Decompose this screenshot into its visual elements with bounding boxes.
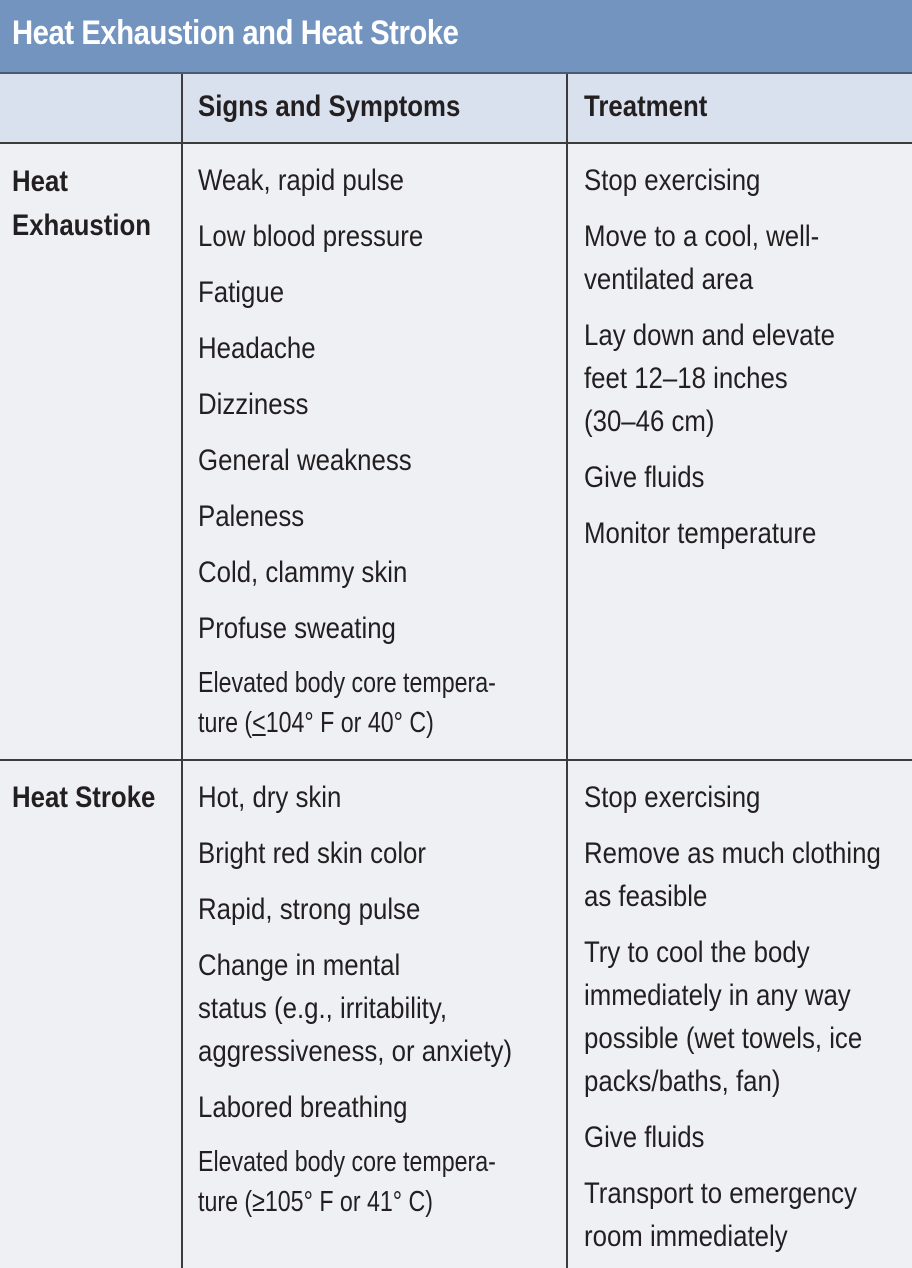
temp-prefix: ture (: [198, 707, 253, 739]
list-item: [584, 159, 864, 202]
list-item-line: (30–46 cm): [584, 405, 715, 438]
table-title: Heat Exhaustion and Heat Stroke: [12, 14, 459, 52]
list-item: [198, 1086, 513, 1129]
list-item-line: Try to cool the body: [584, 936, 810, 969]
list-item-line: Paleness: [198, 500, 305, 533]
row-divider: [0, 759, 912, 761]
list-item-line: Weak, rapid pulse: [198, 164, 405, 197]
list-item: [198, 551, 513, 594]
list-item: [198, 832, 513, 875]
list-item-line: Give fluids: [584, 1121, 705, 1154]
list-item-line: packs/baths, fan): [584, 1065, 781, 1098]
list-item: [584, 832, 881, 918]
list-item-line: immediately in any way: [584, 979, 851, 1012]
list-item-line: Low blood pressure: [198, 220, 424, 253]
list-item-line: Lay down and elevate: [584, 319, 836, 352]
row-label-heat-stroke: Heat Stroke: [12, 781, 156, 814]
treatment-cell-heat-exhaustion: [584, 159, 910, 568]
list-item: [584, 1172, 864, 1258]
temp-value: 104° F or 40° C): [265, 707, 434, 739]
list-item-line: ventilated area: [584, 263, 754, 296]
row-label-line: Exhaustion: [12, 209, 152, 242]
list-item: [584, 1116, 864, 1159]
treatment-cell-heat-stroke: [584, 776, 910, 1268]
list-item-line: Elevated body core tempera-: [198, 1146, 496, 1178]
list-item-line: Dizziness: [198, 388, 309, 421]
list-item: [584, 776, 864, 819]
list-item: [584, 931, 864, 1103]
list-item: [198, 944, 513, 1073]
list-item-line: Transport to emergency: [584, 1177, 857, 1210]
list-item-line: feet 12–18 inches: [584, 362, 788, 395]
list-item: [198, 607, 513, 650]
list-item: [198, 383, 513, 426]
list-item-line: ture (≥105° F or 41° C): [198, 1186, 434, 1218]
list-item-line: Hot, dry skin: [198, 781, 342, 814]
column-divider: [181, 74, 183, 1268]
row-label-line: Heat: [12, 165, 68, 198]
table-title-bar: [0, 0, 912, 74]
list-item: [584, 456, 864, 499]
list-item: [198, 888, 513, 931]
signs-cell-heat-stroke: [198, 776, 564, 1235]
row-label-heat-exhaustion: [12, 160, 151, 248]
list-item-line: Profuse sweating: [198, 612, 396, 645]
list-item-line: Stop exercising: [584, 164, 761, 197]
list-item-line: Remove as much clothing: [584, 837, 881, 870]
header-treatment: Treatment: [584, 90, 708, 123]
header-signs-and-symptoms: Signs and Symptoms: [198, 90, 461, 123]
list-item: [198, 159, 513, 202]
list-item-line: Fatigue: [198, 276, 285, 309]
list-item: [198, 439, 513, 482]
list-item-line: aggressiveness, or anxiety): [198, 1035, 513, 1068]
list-item-line: Rapid, strong pulse: [198, 893, 421, 926]
list-item: [198, 495, 513, 538]
list-item-line: General weakness: [198, 444, 412, 477]
list-item-line: Labored breathing: [198, 1091, 408, 1124]
list-item: [198, 776, 513, 819]
list-item-line: Cold, clammy skin: [198, 556, 408, 589]
list-item: [198, 327, 513, 370]
list-item-line: Move to a cool, well-: [584, 220, 820, 253]
list-item-line: Elevated body core tempera-: [198, 667, 496, 699]
list-item-line: possible (wet towels, ice: [584, 1022, 863, 1055]
list-item-line: Give fluids: [584, 461, 705, 494]
column-divider: [566, 74, 568, 1268]
list-item-line: [198, 703, 491, 743]
list-item: [584, 512, 864, 555]
list-item-line: Headache: [198, 332, 316, 365]
list-item: [198, 1142, 496, 1222]
signs-cell-heat-exhaustion: [198, 159, 564, 756]
list-item-line: Bright red skin color: [198, 837, 426, 870]
less-or-equal-symbol: <: [252, 707, 266, 739]
list-item-line: Monitor temperature: [584, 517, 817, 550]
list-item: [198, 663, 496, 743]
list-item-line: Stop exercising: [584, 781, 761, 814]
list-item-line: room immediately: [584, 1220, 788, 1253]
list-item: [198, 271, 513, 314]
list-item-line: status (e.g., irritability,: [198, 992, 447, 1025]
list-item: [584, 215, 864, 301]
list-item-line: Change in mental: [198, 949, 401, 982]
list-item: [584, 314, 864, 443]
list-item-line: as feasible: [584, 880, 708, 913]
list-item: [198, 215, 513, 258]
